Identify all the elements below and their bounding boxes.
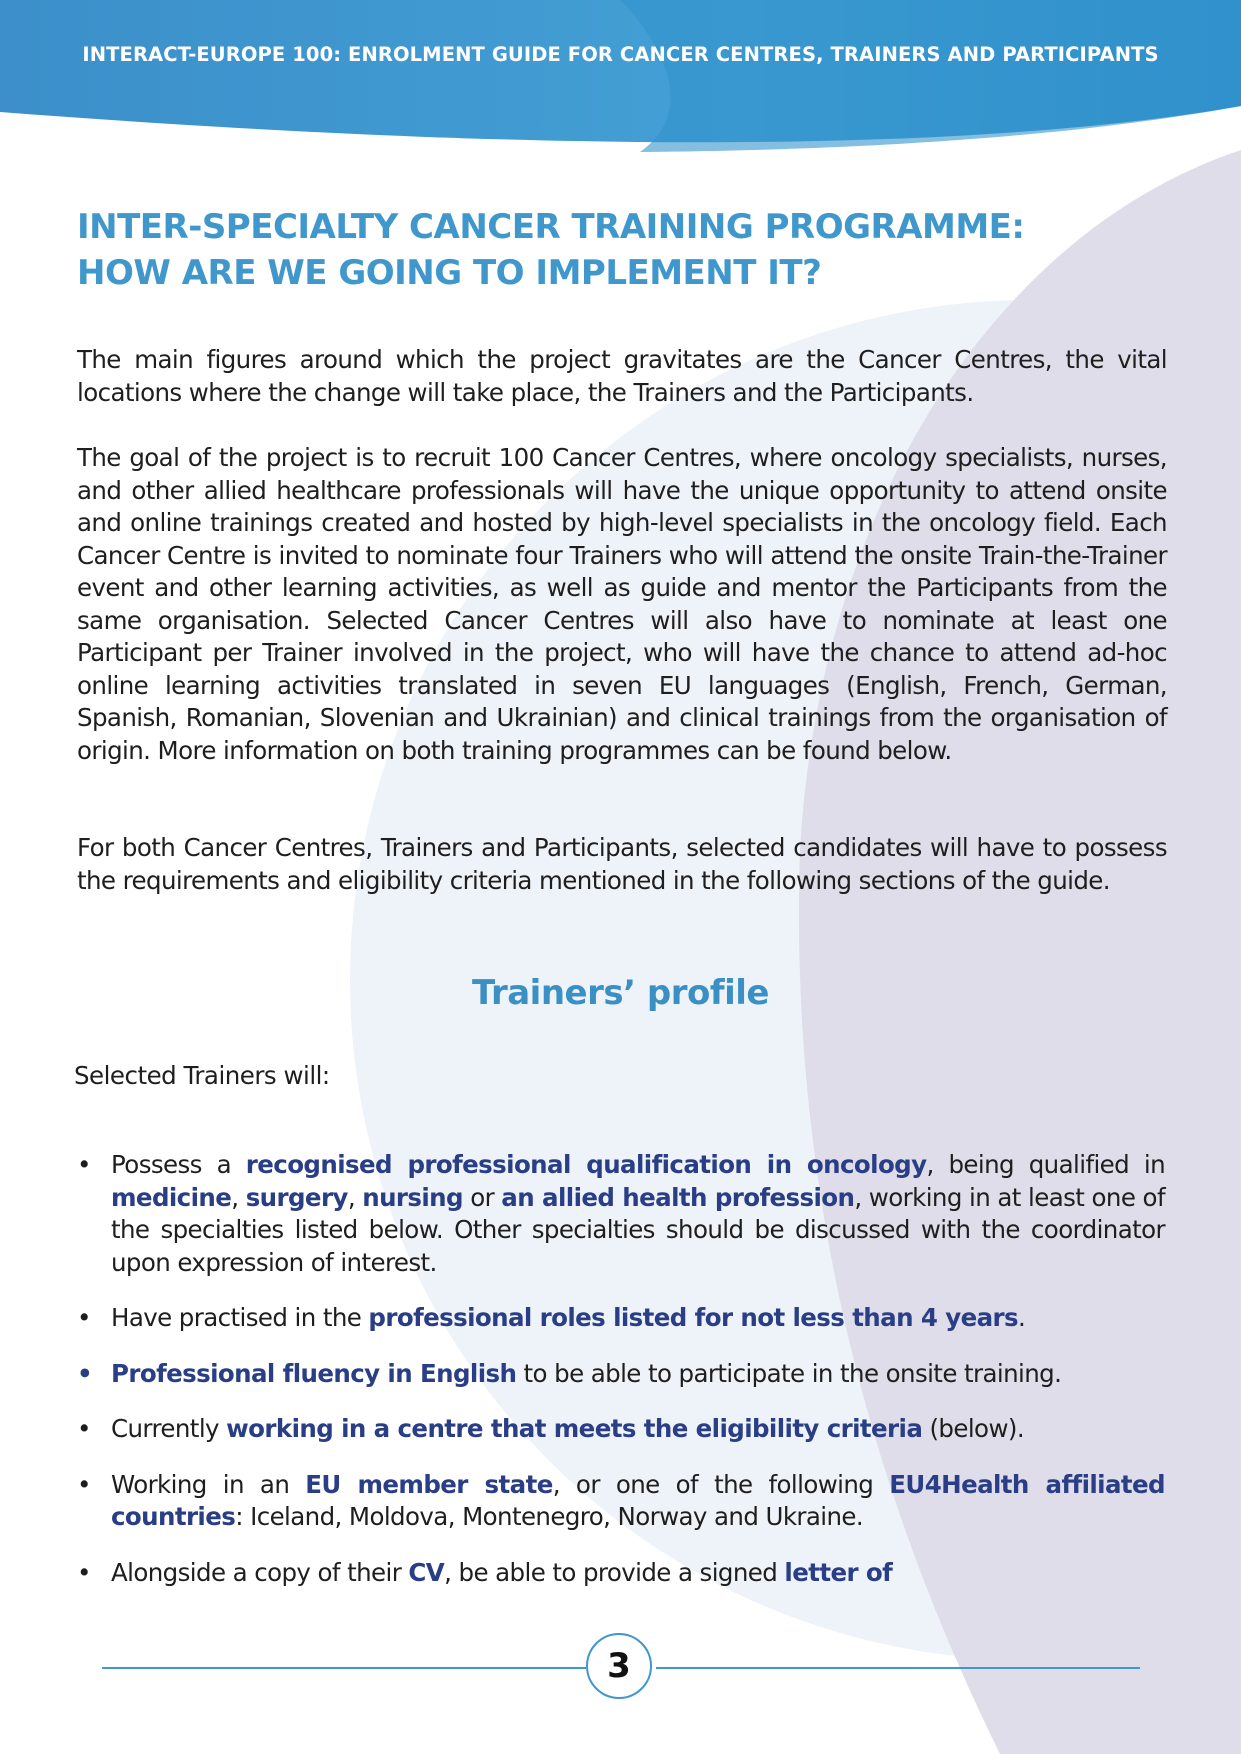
list-item bbox=[77, 1413, 1165, 1446]
emphasis: EU4Health affiliated countries bbox=[111, 1469, 1165, 1531]
section-intro: Selected Trainers will: bbox=[74, 1061, 330, 1090]
text: , working in at least one of the specialties listed below. Other specialties should be discussed with the coordinator upon expression of interest. bbox=[111, 1182, 1165, 1277]
emphasis: nursing bbox=[362, 1182, 463, 1212]
text: Have practised in the bbox=[111, 1303, 369, 1332]
emphasis: CV bbox=[408, 1557, 445, 1587]
paragraph-intro: The main figures around which the project gravitates are the Cancer Centres, the vital locations where the change will take place, the Trainers and the Participants. bbox=[77, 345, 1167, 407]
text: , be able to provide a signed bbox=[444, 1557, 785, 1587]
page-heading-line-1: INTER-SPECIALTY CANCER TRAINING PROGRAMME: bbox=[77, 207, 1025, 247]
text: , bbox=[231, 1182, 246, 1212]
emphasis: EU member state bbox=[305, 1469, 553, 1499]
text: Possess a bbox=[111, 1150, 246, 1179]
emphasis: letter of bbox=[784, 1557, 893, 1587]
page-heading bbox=[77, 204, 1157, 296]
text: . bbox=[1018, 1303, 1026, 1332]
text: Working in an bbox=[111, 1469, 306, 1499]
emphasis: medicine bbox=[111, 1182, 232, 1212]
text: , bbox=[347, 1182, 363, 1212]
header-band-accent bbox=[620, 0, 1241, 152]
list-item bbox=[77, 1149, 1165, 1279]
emphasis: professional roles listed for not less than 4 years bbox=[368, 1303, 1019, 1332]
bullet-marker: • bbox=[77, 1150, 91, 1179]
bullet-marker: • bbox=[77, 1414, 91, 1443]
section-title: Trainers’ profile bbox=[472, 973, 769, 1013]
header-title: INTERACT-EUROPE 100: ENROLMENT GUIDE FOR CANCER CENTRES, TRAINERS AND PARTICIPANTS bbox=[82, 43, 1159, 66]
list-item bbox=[77, 1358, 1165, 1391]
page-heading-line-2: HOW ARE WE GOING TO IMPLEMENT IT? bbox=[77, 253, 822, 293]
bullet-marker: • bbox=[77, 1303, 91, 1332]
text: , or one of the following bbox=[552, 1469, 890, 1499]
bullet-marker: • bbox=[77, 1557, 91, 1587]
trainer-requirements-list bbox=[77, 1149, 1165, 1612]
paragraph-requirements: For both Cancer Centres, Trainers and Participants, selected candidates will have to possess the requirements and eligibility criteria mentioned in the following sections of the guide. bbox=[77, 833, 1167, 895]
text: (below). bbox=[922, 1414, 1025, 1443]
page-number: 3 bbox=[586, 1633, 652, 1699]
bullet-marker: • bbox=[77, 1469, 91, 1499]
text: or bbox=[462, 1182, 502, 1212]
text: to be able to participate in the onsite training. bbox=[516, 1358, 1062, 1388]
emphasis: surgery bbox=[245, 1182, 348, 1212]
text: , being qualified in bbox=[926, 1150, 1165, 1179]
emphasis: working in a centre that meets the eligibility criteria bbox=[226, 1414, 923, 1443]
emphasis: an allied health profession bbox=[501, 1182, 855, 1212]
text: Alongside a copy of their bbox=[111, 1557, 409, 1587]
bullet-marker: • bbox=[77, 1358, 93, 1388]
footer-divider-right bbox=[656, 1667, 1140, 1669]
emphasis: Professional fluency in English bbox=[111, 1358, 517, 1388]
emphasis: recognised professional qualification in oncology bbox=[245, 1150, 927, 1179]
paragraph-goal: The goal of the project is to recruit 100 Cancer Centres, where oncology specialists, nurses, and other allied healthcare professionals will have the unique opportunity to attend onsite and online trainings created and hosted by high-level specialists in the oncology field. Each Cancer Centre is invited to nominate four Trainers who will attend the onsite Train-the-Trainer event and other learning activities, as well as guide and mentor the Participants from the same organisation. Selected Cancer Centres will also have to nominate at least one Participant per Trainer involved in the project, who will have the chance to attend ad-hoc online learning activities translated in seven EU languages (English, French, German, Spanish, Romanian, Slovenian and Ukrainian) and clinical trainings from the organisation of origin. More information on both training programmes can be found below. bbox=[77, 443, 1167, 765]
text: Currently bbox=[111, 1414, 227, 1443]
list-item bbox=[77, 1302, 1165, 1335]
footer-divider-left bbox=[102, 1667, 586, 1669]
text: : Iceland, Moldova, Montenegro, Norway and Ukraine. bbox=[235, 1502, 864, 1531]
list-item bbox=[77, 1557, 1165, 1590]
list-item bbox=[77, 1469, 1165, 1534]
